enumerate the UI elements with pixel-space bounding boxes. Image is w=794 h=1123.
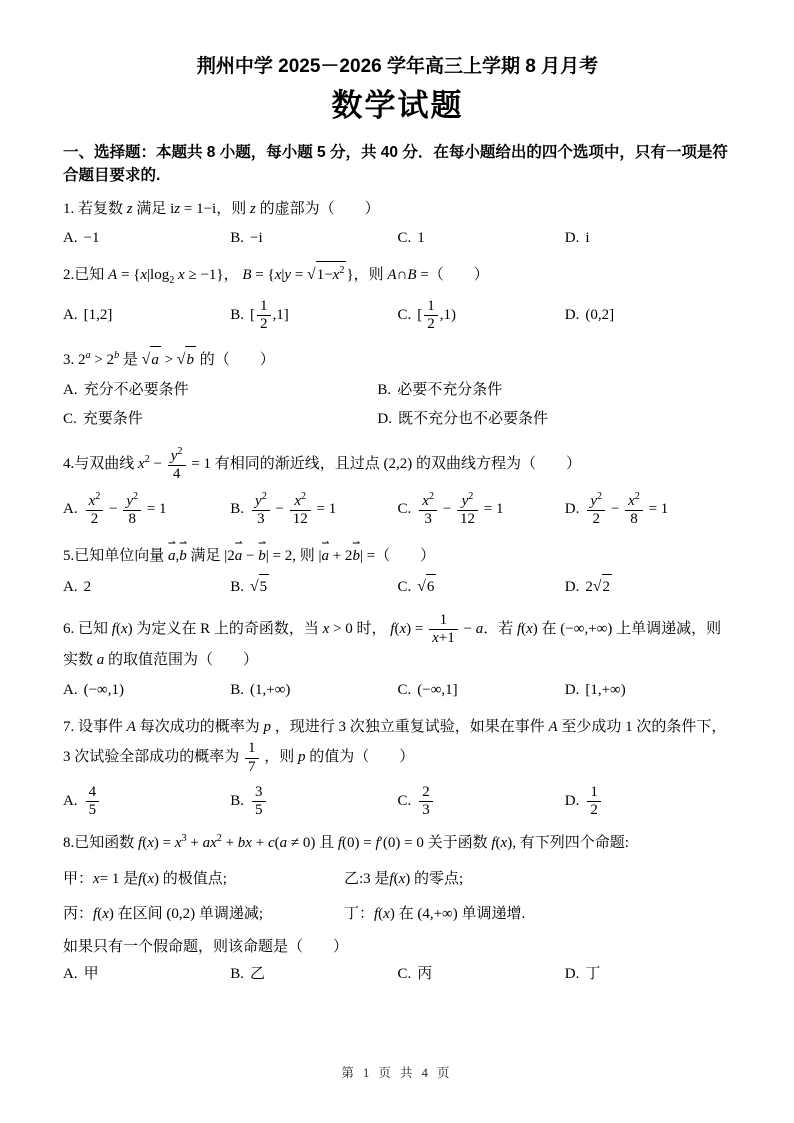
question-2-options (63, 298, 732, 334)
question-5-stem: 5.已知单位向量 a ⇀,b ⇀ 满足 |2a ⇀ − b ⇀| = 2, 则 |a ⇀ + 2b ⇀| =（ ） (63, 542, 732, 571)
question-6-options (63, 678, 732, 704)
section-header: 一、选择题：本题共 8 小题，每小题 5 分，共 40 分．在每小题给出的四个选项中，只有一项是符合题目要求的. (63, 143, 728, 184)
question-7-options (63, 784, 732, 820)
question-3-stem: 3. $2^a > 2^b$ 是 √a > √b 的（ ） (63, 346, 732, 374)
question-8-propositions-row1 (63, 867, 732, 893)
question-4 (63, 446, 732, 529)
question-1-stem: 1. 若复数 z 满足 iz = 1−i，则 z 的虚部为（ ） (63, 201, 380, 217)
option-b: B. $\frac{y^2}{3}$ − $\frac{x^2}{12}$ = 1 (230, 491, 337, 528)
question-3-options-row2 (63, 407, 732, 433)
question-8 (63, 830, 732, 987)
option-d: D. [1,+∞) (564, 681, 626, 698)
option-d: D. (0,2] (564, 306, 615, 323)
option-a: A. −1 (63, 230, 100, 247)
question-5-options (63, 574, 732, 601)
question-5 (63, 542, 732, 601)
page-title: 荆州中学 2025－2026 学年高三上学期 8 月月考 (196, 56, 599, 77)
question-1-options (63, 226, 732, 252)
option-a: A. 2 (63, 578, 92, 595)
question-4-stem: 4.与双曲线 $x^2$ − $\frac{y^2}{4}$ = 1 有相同的渐近线，且过点 (2,2) 的双曲线方程为（ ） (63, 445, 581, 482)
option-a: A. (−∞,1) (63, 681, 124, 698)
option-d: D. 2√2 (565, 574, 732, 601)
option-a: A. 甲 (63, 965, 99, 982)
question-8-stem: 8.已知函数 $f(x) = x^3 + ax^2$ + bx + c(a ≠ 0) 且 f(0) = f′(0) = 0 关于函数 f(x), 有下列四个命题: (63, 833, 629, 852)
option-b: B. $\frac{3}{5}$ (230, 784, 397, 820)
question-3 (63, 346, 732, 433)
page-number: 第 1 页 共 4 页 (341, 1066, 453, 1080)
option-b: B. 乙 (230, 965, 266, 982)
question-2 (63, 261, 732, 333)
option-a: A. $\frac{4}{5}$ (63, 784, 230, 820)
question-8-closing: 如果只有一个假命题，则该命题是（ ） (63, 938, 349, 955)
option-b: B. (1,+∞) (230, 681, 291, 698)
option-c: C. 丙 (397, 965, 433, 982)
doc-title: 数学试题 (331, 87, 464, 123)
question-6 (63, 612, 732, 703)
question-8-options (63, 962, 732, 988)
option-d: D. i (564, 230, 590, 247)
option-d: D. $\frac{y^2}{2}$ − $\frac{x^2}{8}$ = 1 (564, 491, 669, 528)
proposition-yi: 乙:3 是 f ( x ) 的零点; (343, 870, 464, 887)
question-1 (63, 196, 732, 252)
option-c: C. [ $\frac{1}{2}$ ,1) (397, 297, 457, 332)
option-c: C. $\frac{2}{3}$ (398, 784, 565, 820)
option-a: A. $\frac{x^2}{2}$ − $\frac{y^2}{8}$ = 1 (63, 491, 167, 528)
option-d: D. 既不充分也不必要条件 (377, 411, 549, 428)
question-7-stem: 7. 设事件 A 每次成功的概率为 p ，现进行 3 次独立重复试验，如果在事件 A 至少成功 1 次的条件下，3 次试验全部成功的概率为 $\frac{1}{7}$ ，则 p 的值为（ ） (63, 719, 727, 775)
option-c: C. 1 (397, 230, 425, 247)
question-3-options-row1 (63, 378, 732, 404)
option-b: B. −i (230, 230, 263, 247)
question-8-propositions-row2 (63, 902, 732, 928)
question-6-stem: 6. 已知 f(x) 为定义在 R 上的奇函数，当 x > 0 时， f(x) = $\frac{1}{x+1}$ − a．若 f(x) 在 (−∞,+∞) 上单调递减，则实数 a 的取值范围为（ ） (63, 611, 722, 669)
option-c: C. √6 (398, 574, 565, 601)
option-b: B. 必要不充分条件 (377, 381, 503, 398)
option-a: A. 充分不必要条件 (63, 381, 189, 398)
option-b: B. [ $\frac{1}{2}$ ,1] (230, 297, 289, 332)
option-d: D. $\frac{1}{2}$ (565, 784, 732, 820)
option-d: D. 丁 (564, 965, 601, 982)
option-a: A. [1,2] (63, 306, 113, 323)
question-2-stem: 2.已知 $A = \{x|\log_2$ x ≥ −1}， $B = \{x|y = √1-x^2$ }，则 A∩B =（ ） (63, 261, 732, 290)
option-b: B. √5 (230, 574, 397, 601)
proposition-jia: 甲： x = 1 是 f ( x ) 的极值点; (63, 870, 227, 887)
option-c: C. 充要条件 (63, 411, 143, 428)
proposition-ding: 丁： f ( x ) 在 (4,+∞) 单调递增. (343, 906, 526, 923)
question-7 (63, 714, 732, 819)
question-4-options (63, 491, 732, 529)
proposition-bing: 丙： f ( x ) 在区间 (0,2) 单调递减; (63, 906, 264, 923)
option-c: C. $\frac{x^2}{3}$ − $\frac{y^2}{12}$ = 1 (397, 491, 504, 528)
option-c: C. (−∞,1] (397, 681, 458, 698)
